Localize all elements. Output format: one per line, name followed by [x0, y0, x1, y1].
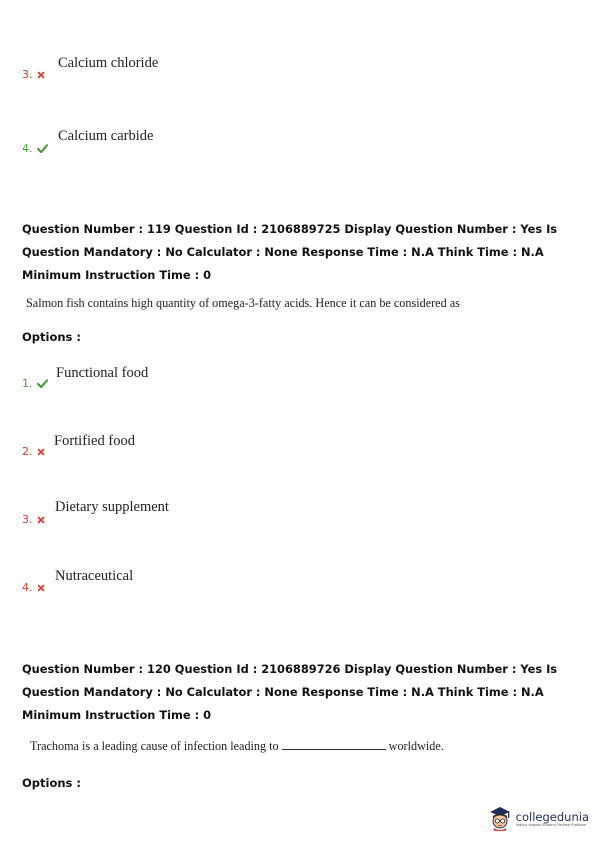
question-text: Trachoma is a leading cause of infection leading to worldwide.: [30, 739, 444, 753]
option-text: Calcium chloride: [58, 55, 159, 71]
option-number-3: 3.: [22, 513, 45, 526]
option-text: Dietary supplement: [55, 499, 169, 515]
logo-tagline: India's largest Student Review Platform: [515, 823, 587, 827]
question-text: Salmon fish contains high quantity of omega-3-fatty acids. Hence it can be considered as: [26, 296, 460, 310]
option-number-4: 4.: [22, 142, 48, 155]
option-text: Nutraceutical: [55, 568, 134, 584]
answer-blank: [282, 739, 386, 750]
options-label: Options :: [22, 776, 81, 790]
option-number-2: 2.: [22, 445, 45, 458]
collegedunia-logo: [488, 806, 589, 832]
student-mascot-icon: [488, 806, 512, 832]
option-number-3: 3.: [22, 68, 45, 81]
option-text: Calcium carbide: [58, 128, 154, 144]
wrong-cross-icon: [37, 516, 45, 524]
option-text: Fortified food: [54, 433, 135, 449]
option-number-4: 4.: [22, 581, 45, 594]
question-header: Question Number : 119 Question Id : 2106889725 Display Question Number : Yes Is Question Mandatory : No Calculator : None Response Time : N.A Think Time : N.A Minimum Instruction Time : 0: [22, 222, 558, 282]
option-text: Functional food: [56, 365, 149, 381]
correct-check-icon: [37, 379, 48, 388]
options-label: Options :: [22, 330, 81, 344]
wrong-cross-icon: [37, 71, 45, 79]
question-header: Question Number : 120 Question Id : 2106889726 Display Question Number : Yes Is Question Mandatory : No Calculator : None Response Time : N.A Think Time : N.A Minimum Instruction Time : 0: [22, 662, 558, 722]
logo-wordmark: collegedunia: [515, 810, 589, 824]
wrong-cross-icon: [37, 584, 45, 592]
option-number-1: 1.: [22, 377, 48, 390]
wrong-cross-icon: [37, 448, 45, 456]
correct-check-icon: [37, 144, 48, 153]
